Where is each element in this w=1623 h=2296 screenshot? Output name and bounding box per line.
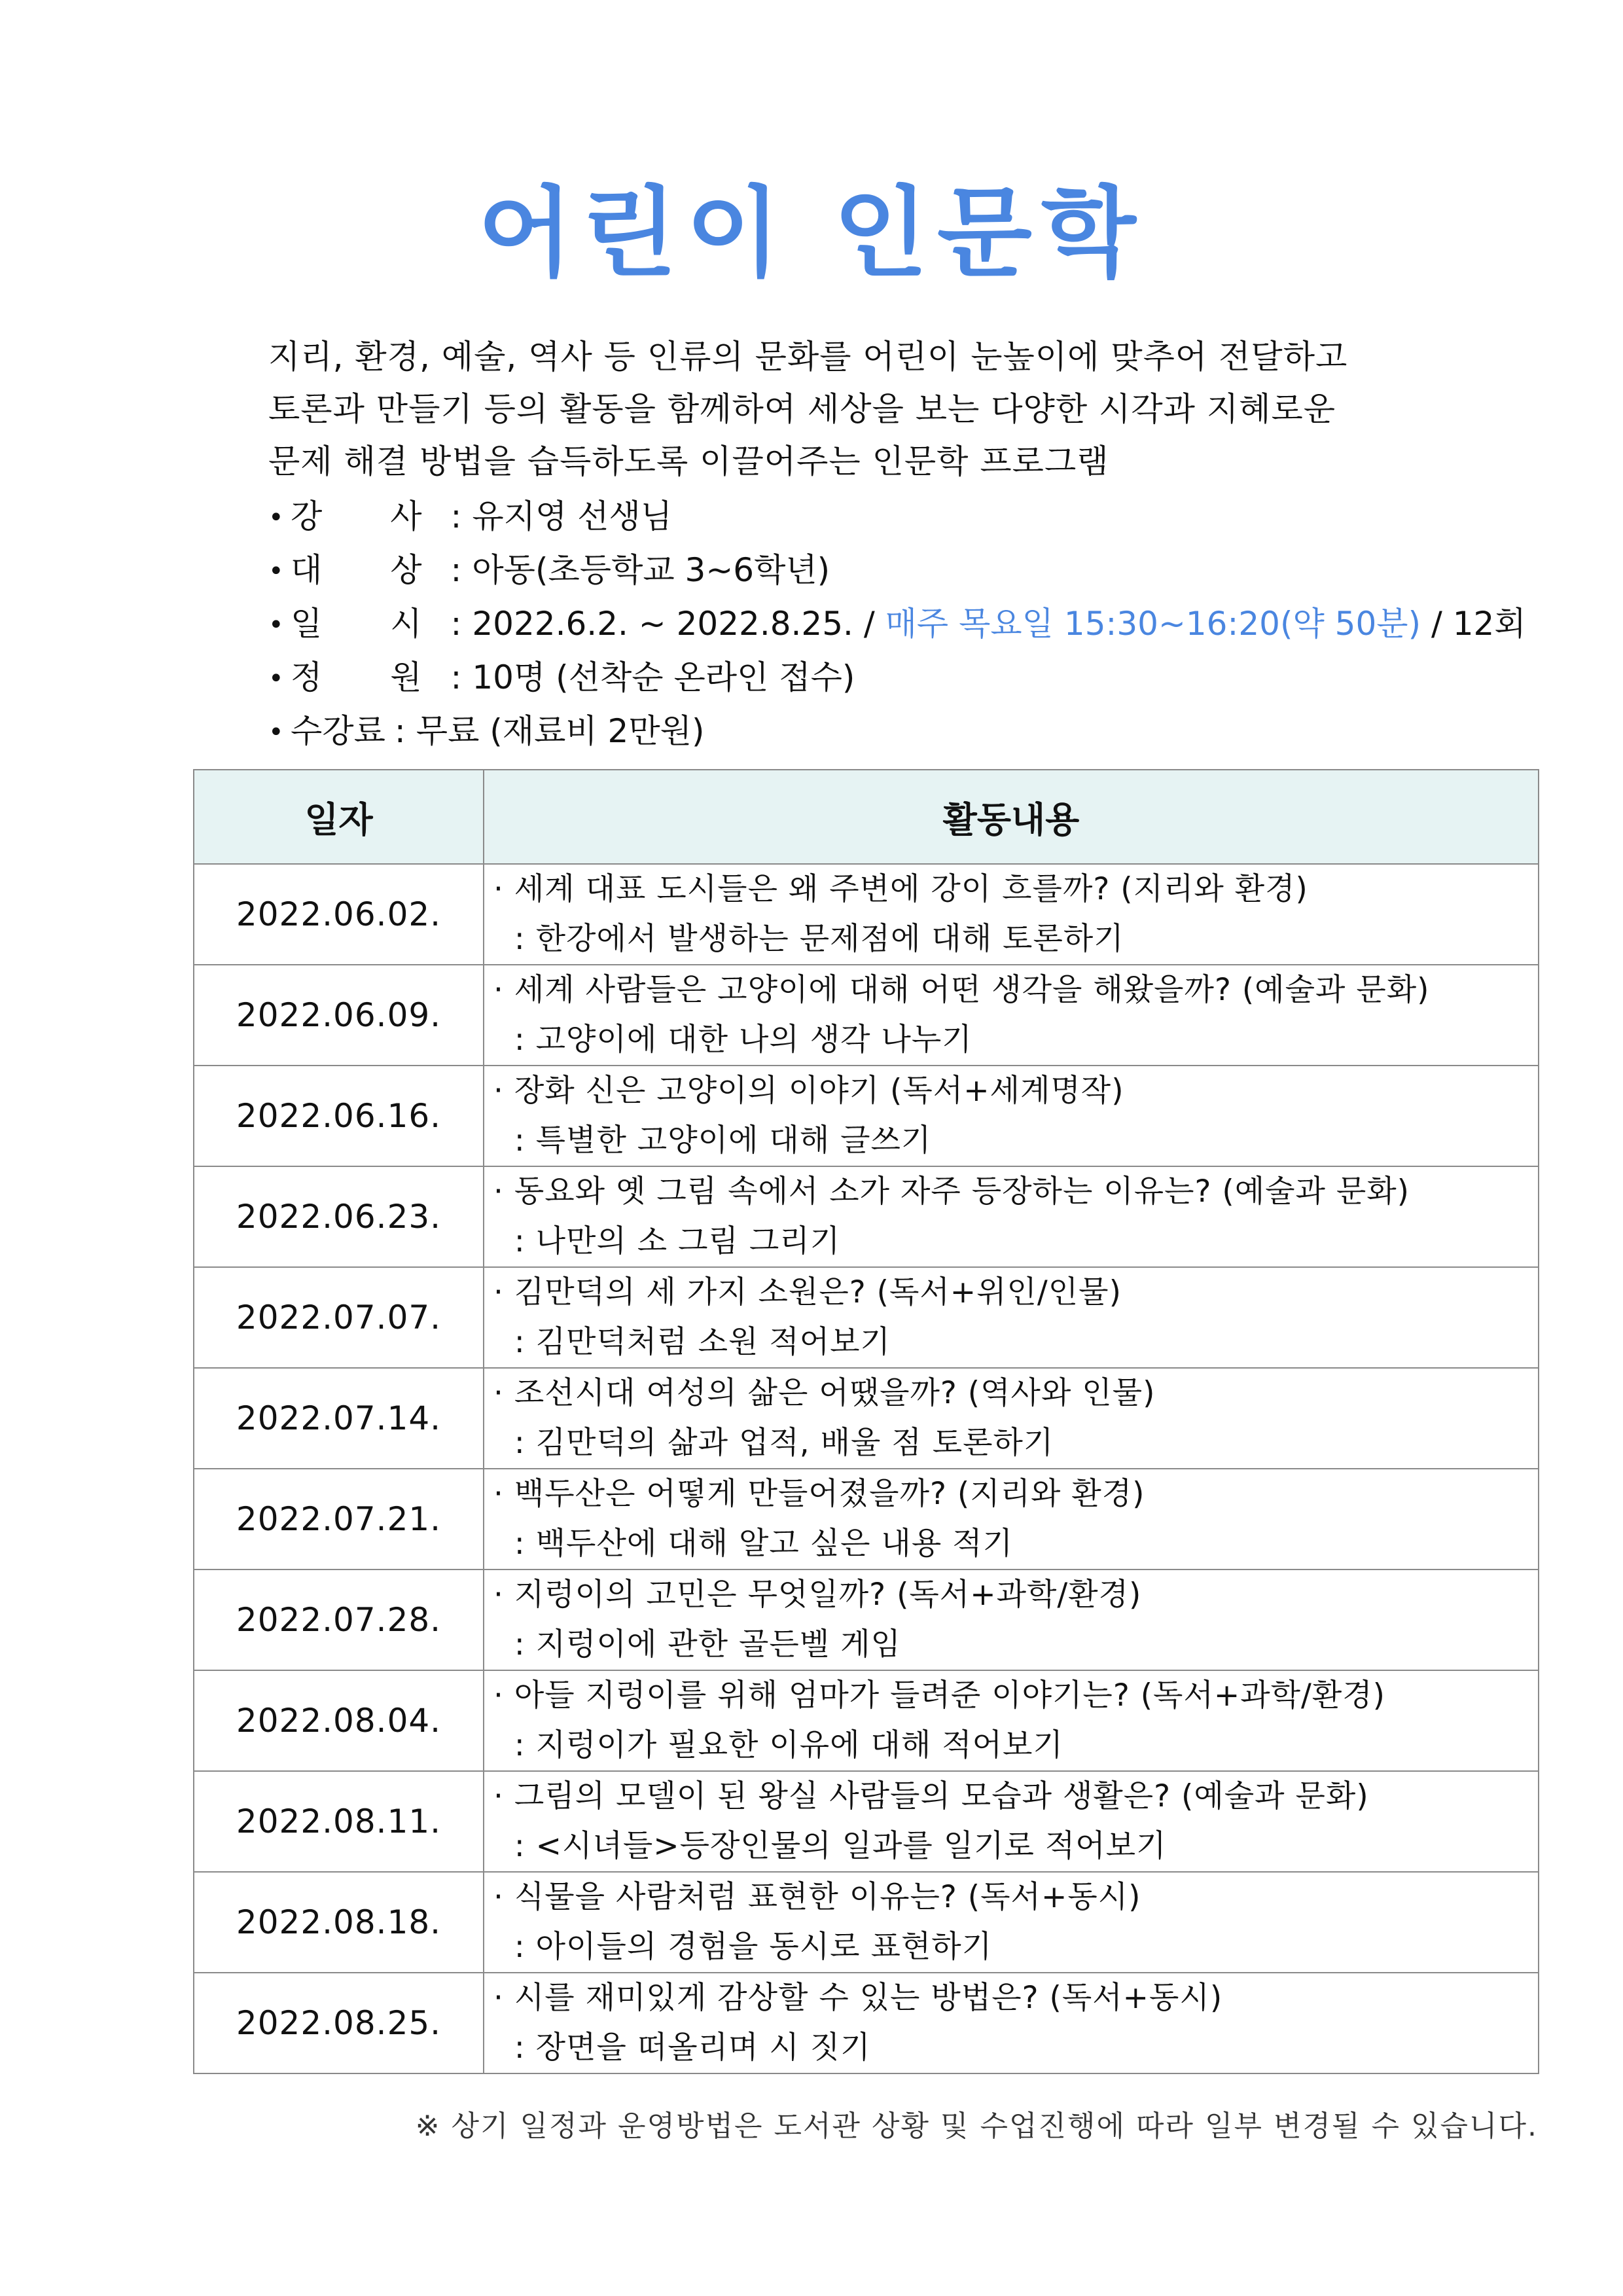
- column-header-date: 일자: [194, 770, 484, 864]
- table-row: [194, 1570, 1539, 1670]
- table-row: [194, 1469, 1539, 1570]
- description-line: 토론과 만들기 등의 활동을 함께하여 세상을 보는 다양한 시각과 지혜로운: [268, 390, 1336, 428]
- info-value-highlight: 매주 목요일 15:30~16:20(약 50분): [885, 605, 1421, 643]
- session-date: 2022.08.18.: [194, 1872, 484, 1973]
- session-activity: [484, 1267, 1539, 1368]
- table-row: [194, 1066, 1539, 1166]
- session-activity: [484, 965, 1539, 1066]
- table-row: [194, 1872, 1539, 1973]
- activity-task: : 장면을 떠올리며 시 짓기: [493, 2030, 871, 2066]
- description-line: 문제 해결 방법을 습득하도록 이끌어주는 인문학 프로그램: [268, 442, 1109, 480]
- activity-task: : 고양이에 대한 나의 생각 나누기: [493, 1022, 972, 1058]
- info-capacity: • 정 원: 10명 (선착순 온라인 접수): [268, 651, 1433, 704]
- activity-topic: · 세계 사람들은 고양이에 대해 어떤 생각을 해왔을까? (예술과 문화): [493, 972, 1430, 1008]
- activity-task: : 나만의 소 그림 그리기: [493, 1223, 841, 1259]
- activity-topic: · 아들 지렁이를 위해 엄마가 들려준 이야기는? (독서+과학/환경): [493, 1677, 1386, 1713]
- activity-task: : 김만덕의 삶과 업적, 배울 점 토론하기: [493, 1425, 1054, 1461]
- session-activity: [484, 1368, 1539, 1469]
- session-date: 2022.06.02.: [194, 864, 484, 965]
- info-label: 수강료: [291, 712, 385, 750]
- session-activity: [484, 1872, 1539, 1973]
- activity-task: : 특별한 고양이에 대해 글쓰기: [493, 1122, 932, 1158]
- info-label: 정 원: [291, 658, 451, 696]
- info-value: / 12회: [1421, 605, 1526, 643]
- session-activity: [484, 1166, 1539, 1267]
- bullet-icon: •: [268, 610, 284, 640]
- footer-note: ※ 상기 일정과 운영방법은 도서관 상황 및 수업진행에 따라 일부 변경될 수 있습니다.: [415, 2109, 1538, 2143]
- activity-task: : 백두산에 대해 알고 싶은 내용 적기: [493, 1526, 1013, 1562]
- session-date: 2022.06.16.: [194, 1066, 484, 1166]
- session-activity: [484, 864, 1539, 965]
- activity-task: : 김만덕처럼 소원 적어보기: [493, 1324, 891, 1360]
- program-info: [268, 490, 1526, 758]
- session-date: 2022.07.07.: [194, 1267, 484, 1368]
- session-activity: [484, 1771, 1539, 1872]
- activity-task: : 지렁이가 필요한 이유에 대해 적어보기: [493, 1727, 1063, 1763]
- session-activity: [484, 1469, 1539, 1570]
- session-activity: [484, 1570, 1539, 1670]
- activity-task: : <시녀들>등장인물의 일과를 일기로 적어보기: [493, 1828, 1167, 1864]
- info-value: 아동(초등학교 3~6학년): [472, 551, 830, 589]
- session-activity: [484, 1973, 1539, 2073]
- info-label: 강 사: [291, 497, 451, 535]
- session-date: 2022.06.23.: [194, 1166, 484, 1267]
- bullet-icon: •: [268, 556, 284, 586]
- info-value: 2022.6.2. ~ 2022.8.25. /: [472, 605, 885, 643]
- activity-task: : 지렁이에 관한 골든벨 게임: [493, 1626, 901, 1662]
- info-label: 일 시: [291, 605, 451, 643]
- bullet-icon: •: [268, 503, 284, 533]
- activity-topic: · 김만덕의 세 가지 소원은? (독서+위인/인물): [493, 1274, 1122, 1310]
- session-activity: [484, 1066, 1539, 1166]
- bullet-icon: •: [268, 717, 284, 747]
- session-date: 2022.08.04.: [194, 1670, 484, 1771]
- table-row: [194, 1771, 1539, 1872]
- info-value: 무료 (재료비 2만원): [416, 712, 705, 750]
- activity-task: : 아이들의 경험을 동시로 표현하기: [493, 1929, 993, 1965]
- info-value: 유지영 선생님: [472, 497, 673, 535]
- info-target: • 대 상: 아동(초등학교 3~6학년): [268, 543, 1433, 597]
- table-row: [194, 1166, 1539, 1267]
- activity-topic: · 그림의 모델이 된 왕실 사람들의 모습과 생활은? (예술과 문화): [493, 1778, 1369, 1814]
- table-row: [194, 965, 1539, 1066]
- info-value: 10명 (선착순 온라인 접수): [472, 658, 855, 696]
- session-date: 2022.07.14.: [194, 1368, 484, 1469]
- column-header-activity: 활동내용: [484, 770, 1539, 864]
- page-title: 어린이 인문학: [478, 177, 1145, 291]
- activity-topic: · 지렁이의 고민은 무엇일까? (독서+과학/환경): [493, 1577, 1142, 1613]
- activity-topic: · 시를 재미있게 감상할 수 있는 방법은? (독서+동시): [493, 1980, 1223, 2016]
- activity-topic: · 동요와 옛 그림 속에서 소가 자주 등장하는 이유는? (예술과 문화): [493, 1174, 1410, 1210]
- info-label: 대 상: [291, 551, 451, 589]
- info-fee: • 수강료 : 무료 (재료비 2만원): [268, 704, 1433, 758]
- table-header-row: [194, 770, 1539, 864]
- info-schedule: • 일 시: 2022.6.2. ~ 2022.8.25. / 매주 목요일 15:30~16:20(약 50분) / 12회: [268, 597, 1433, 651]
- session-date: 2022.08.11.: [194, 1771, 484, 1872]
- description-line: 지리, 환경, 예술, 역사 등 인류의 문화를 어린이 눈높이에 맞추어 전달하고: [268, 338, 1348, 376]
- session-date: 2022.07.21.: [194, 1469, 484, 1570]
- table-row: [194, 1973, 1539, 2073]
- activity-topic: · 백두산은 어떻게 만들어졌을까? (지리와 환경): [493, 1476, 1145, 1512]
- program-description: [268, 331, 1414, 488]
- activity-topic: · 세계 대표 도시들은 왜 주변에 강이 흐를까? (지리와 환경): [493, 871, 1308, 907]
- activity-topic: · 장화 신은 고양이의 이야기 (독서+세계명작): [493, 1073, 1124, 1109]
- session-activity: [484, 1670, 1539, 1771]
- session-date: 2022.06.09.: [194, 965, 484, 1066]
- bullet-icon: •: [268, 664, 284, 694]
- table-row: [194, 864, 1539, 965]
- table-row: [194, 1267, 1539, 1368]
- table-row: [194, 1670, 1539, 1771]
- activity-topic: · 조선시대 여성의 삶은 어땠을까? (역사와 인물): [493, 1375, 1156, 1411]
- session-date: 2022.08.25.: [194, 1973, 484, 2073]
- activity-task: : 한강에서 발생하는 문제점에 대해 토론하기: [493, 921, 1124, 957]
- activity-topic: · 식물을 사람처럼 표현한 이유는? (독서+동시): [493, 1879, 1141, 1915]
- session-date: 2022.07.28.: [194, 1570, 484, 1670]
- schedule-table: [193, 769, 1539, 2074]
- table-row: [194, 1368, 1539, 1469]
- info-instructor: • 강 사: 유지영 선생님: [268, 490, 1433, 543]
